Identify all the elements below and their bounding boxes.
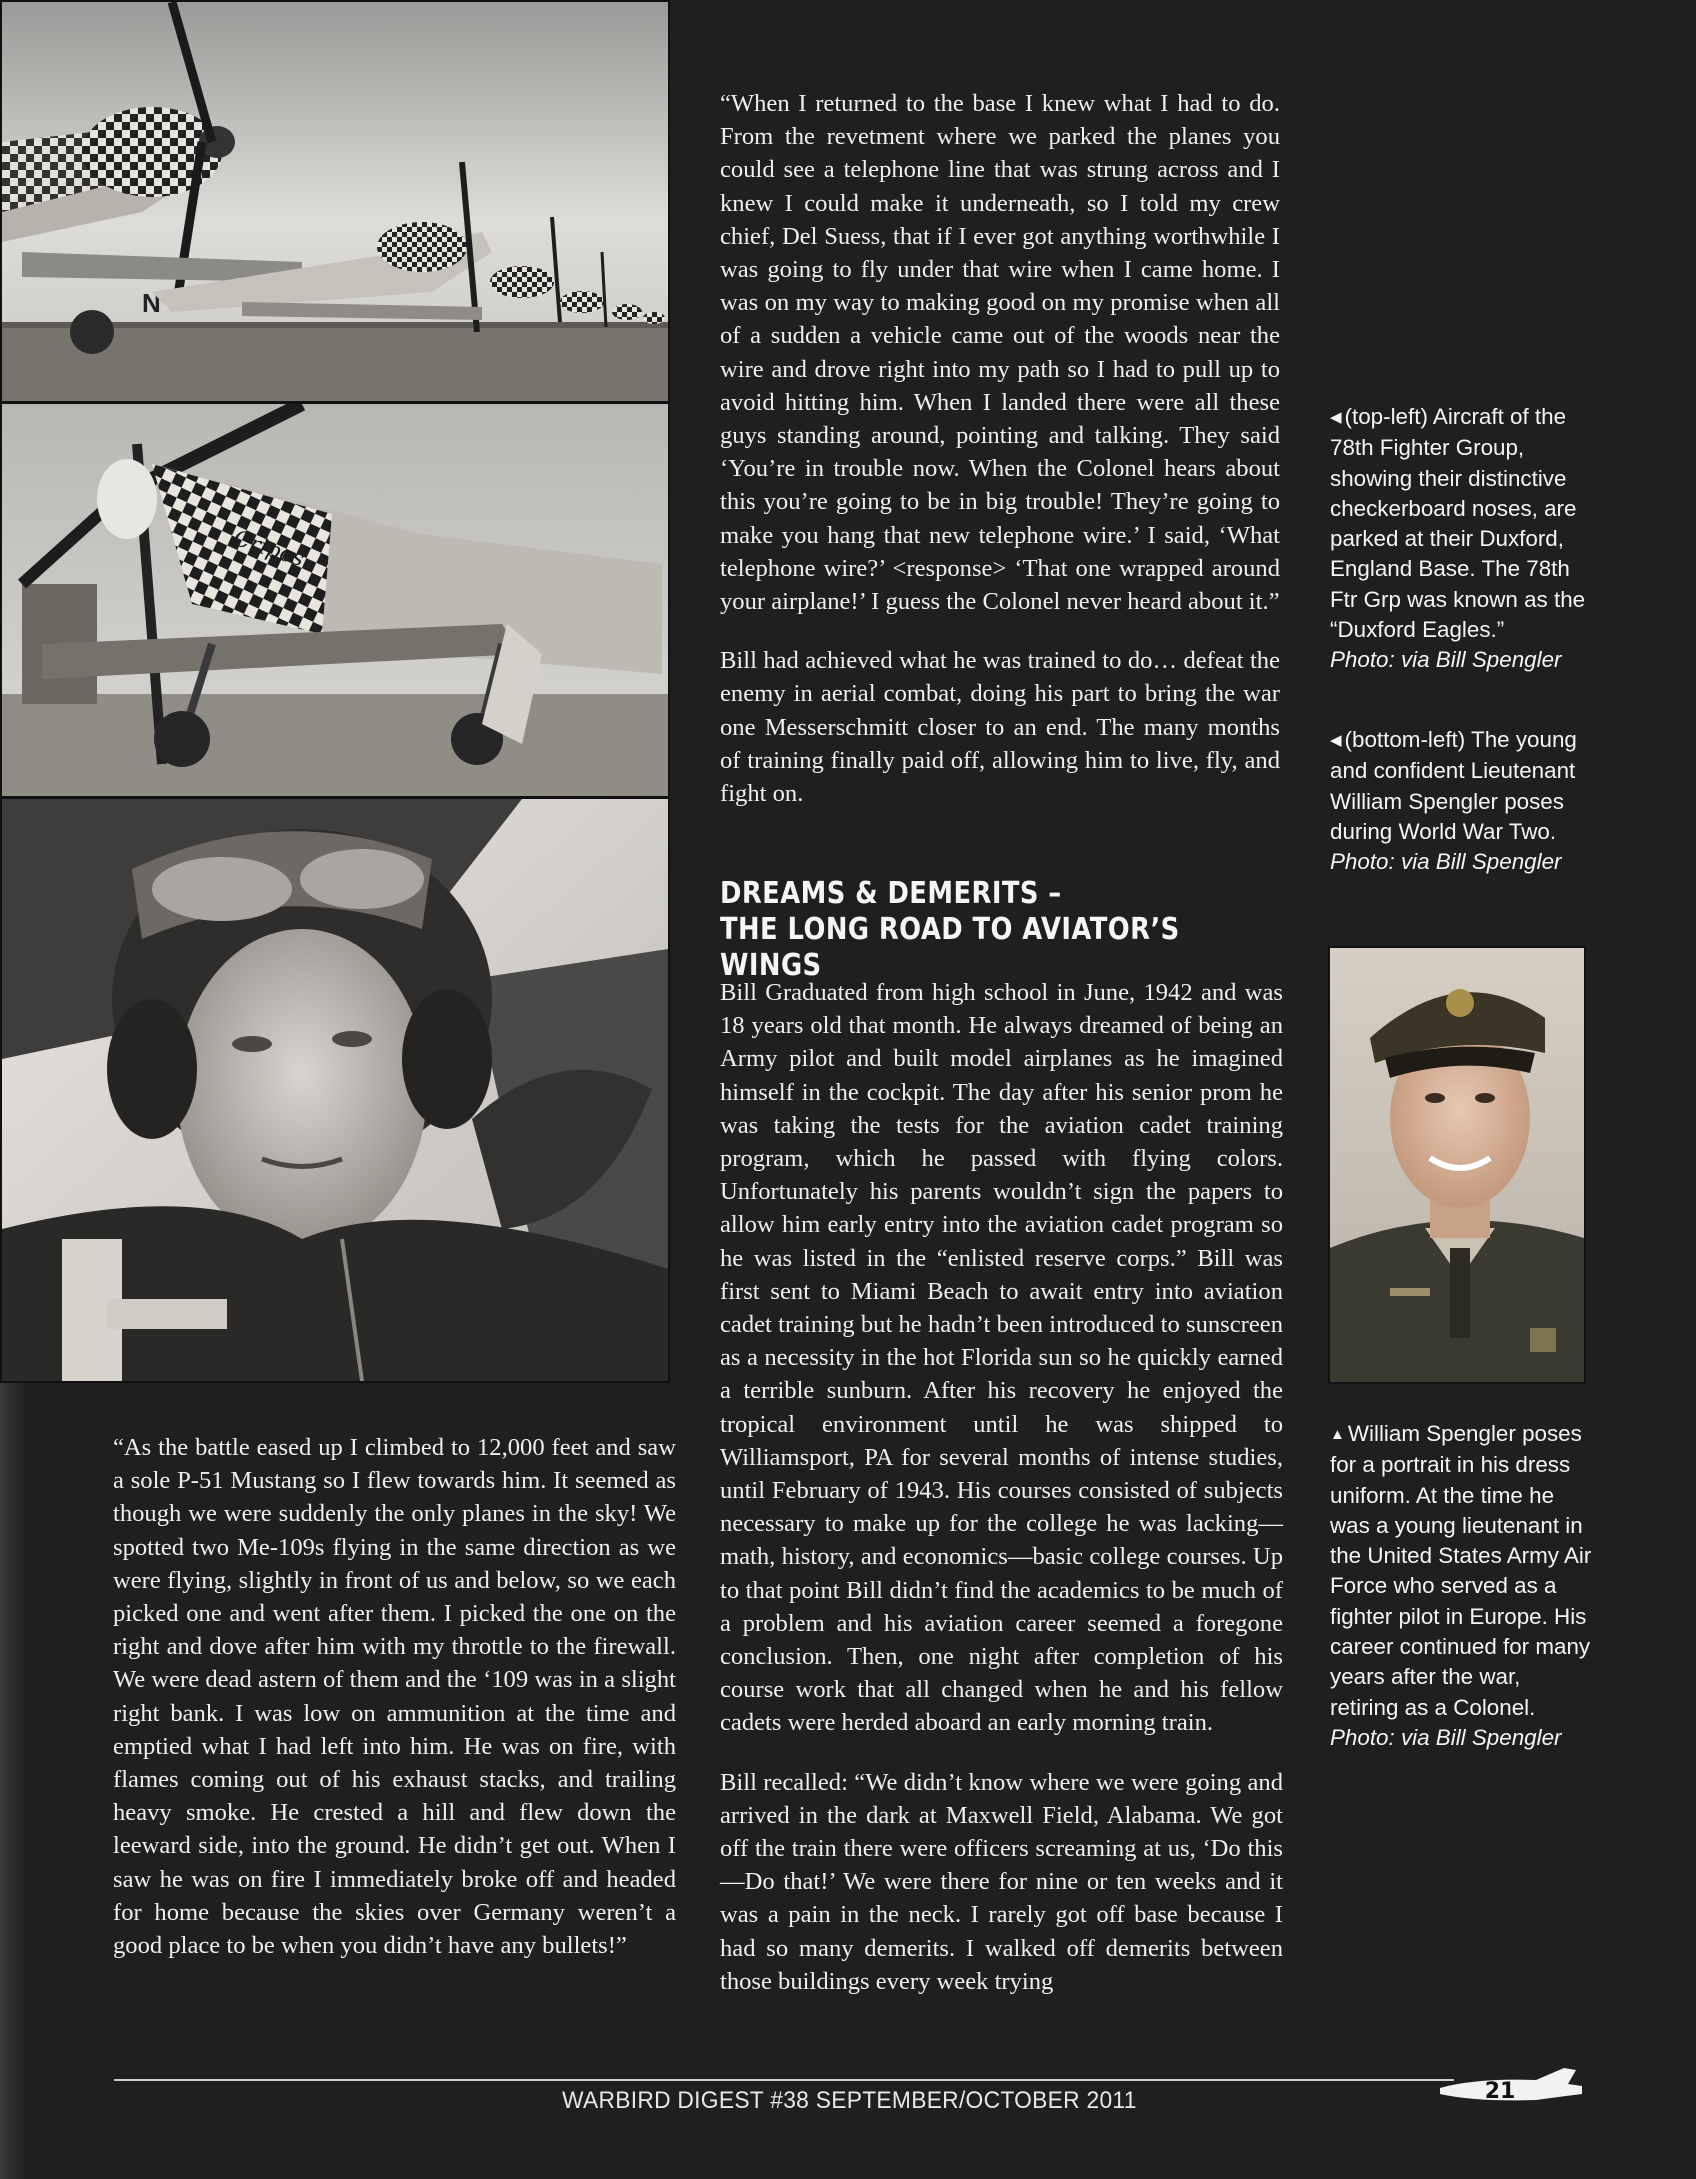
arrow-up-icon: ▲ (1330, 1426, 1345, 1443)
caption-pilot (1330, 725, 1592, 877)
maxwell-field-paragraph: Bill recalled: “We didn’t know where we were going and arrived in the dark at Maxwell Field, Alabama. We got off the train there were officers screaming at us, ‘Do this—Do that!’ We were there for nine or ten weeks and it was a pain in the neck. I rarely got off base because I had so many demerits. I walked off demerits between those buildings every week trying (720, 1768, 1283, 1995)
caption-dress-uniform (1330, 1419, 1592, 1753)
caption-pilot-text: (bottom-left) The young and confident Lieutenant William Spengler poses during World War Two. (1330, 727, 1577, 844)
dress-uniform-image (1330, 948, 1584, 1382)
arrow-left-icon: ◀ (1330, 732, 1342, 749)
pilot-portrait-image (2, 799, 668, 1381)
caption-pilot-credit: Photo: via Bill Spengler (1330, 849, 1562, 875)
aircraft-nose-name: Cripes (230, 525, 308, 573)
section-heading (720, 876, 1202, 984)
section-heading-line-2: THE LONG ROAD TO AVIATOR’S WINGS (720, 912, 1180, 983)
section-heading-line-1: DREAMS & DEMERITS – (720, 876, 1062, 911)
footer-magazine-issue: WARBIRD DIGEST #38 SEPTEMBER/OCTOBER 2011 (562, 2087, 1137, 2114)
left-column-quote (113, 1431, 676, 1988)
combat-quote-paragraph: “As the battle eased up I climbed to 12,000 feet and saw a sole P-51 Mustang so I flew towards him. It seemed as though we were suddenly the only planes in the sky! We spotted two Me-109s flying in the same direction as we were flying, slightly in front of us and below, so we each picked one and went after them. I picked the one on the right and dove after him with my throttle to the firewall. We were dead astern of them and the ‘109 was in a slight right bank. I was low on ammunition at the time and emptied what I had left into him. He was on fire, with flames coming out of his exhaust stacks, and trailing heavy smoke. He crested a hill and flew down the leeward side, into the ground. He didn’t get out. When I saw he was on fire I immediately broke off and headed for home because the skies over Germany weren’t a good place to be when you didn’t have any bullets!” (113, 1434, 676, 1960)
page-number: 21 (1484, 2079, 1516, 2104)
aircraft-row-image (2, 2, 668, 401)
telephone-wire-paragraph: “When I returned to the base I knew what I had to do. From the revetment where we parked the planes you could see a telephone line that was strung across and I knew I could make it underneath, so I told my crew chief, Del Suess, that if I ever got anything worthwhile I was going to fly under that wire when I came home. I was on my way to making good on my promise when all of a sudden a vehicle came out of the woods near the wire and drove right into my path so I had to pull up to avoid hitting him. When I landed there were all these guys standing around, pointing and talking. They said ‘You’re in trouble now. When the Colonel hears about this you’re going to be in big trouble! They’re going to make you hang that new telephone wire.’ I said, ‘What telephone wire?’ <response> ‘That one wrapped around your airplane!’ I guess the Colonel never heard about it.” (720, 90, 1280, 616)
graduation-paragraph: Bill Graduated from high school in June, 1942 and was 18 years old that month. He always dreamed of being an Army pilot and built model airplanes as he imagined himself in the cockpit. The day after his senior prom he was taking the tests for the aviation cadet training program, which he passed with flying colors. Unfortunately his parents wouldn’t sign the papers to allow him early entry into the aviation cadet program so he was listed in the “enlisted reserve corps.” Bill was first sent to Miami Beach to await entry into aviation cadet training but he hadn’t been introduced to sunscreen as a necessity in the hot Florida sun so he quickly earned a terrible sunburn. After his recovery he enjoyed the tropical environment until he was shipped to Williamsport, PA for several months of intense studies, until February of 1943. His courses consisted of subjects necessary to make up for the college he was lacking—math, history, and economics—basic college courses. Up to that point Bill didn’t find the academics to be much of a problem and his aviation career seemed a foregone conclusion. Then, one night after completion of his course work that all changed when he and his fellow cadets were herded aboard an early morning train. (720, 979, 1283, 1737)
arrow-left-icon: ◀ (1330, 409, 1342, 426)
caption-dress-uniform-credit: Photo: via Bill Spengler (1330, 1724, 1562, 1750)
footer-rule (114, 2079, 1454, 2081)
aircraft-letter: N (142, 288, 161, 318)
achievement-paragraph: Bill had achieved what he was trained to do… defeat the enemy in aerial combat, doing his part to bring the war one Messerschmitt closer to an end. The many months of training finally paid off, allowing him to live, fly, and fight on. (720, 647, 1280, 808)
caption-aircraft-credit: Photo: via Bill Spengler (1330, 647, 1562, 673)
caption-aircraft-text: (top-left) Aircraft of the 78th Fighter Group, showing their distinctive checkerboard noses, are parked at their Duxford, England Base. The 78th Ftr Grp was known as the “Duxford Eagles.” (1330, 404, 1586, 643)
photo-dress-uniform-portrait (1328, 946, 1586, 1384)
caption-dress-uniform-text: William Spengler poses for a portrait in his dress uniform. At the time he was a young lieutenant in the United States Army Air Force who served as a fighter pilot in Europe. His career continued for many years after the war, retiring as a Colonel. (1330, 1421, 1592, 1720)
caption-aircraft (1330, 402, 1592, 676)
middle-column-bottom (720, 976, 1283, 2024)
middle-column-top (720, 87, 1280, 836)
aircraft-closeup-image (2, 404, 668, 796)
photo-aircraft-row (0, 0, 670, 403)
photo-aircraft-closeup (0, 402, 670, 798)
photo-pilot-portrait (0, 797, 670, 1383)
